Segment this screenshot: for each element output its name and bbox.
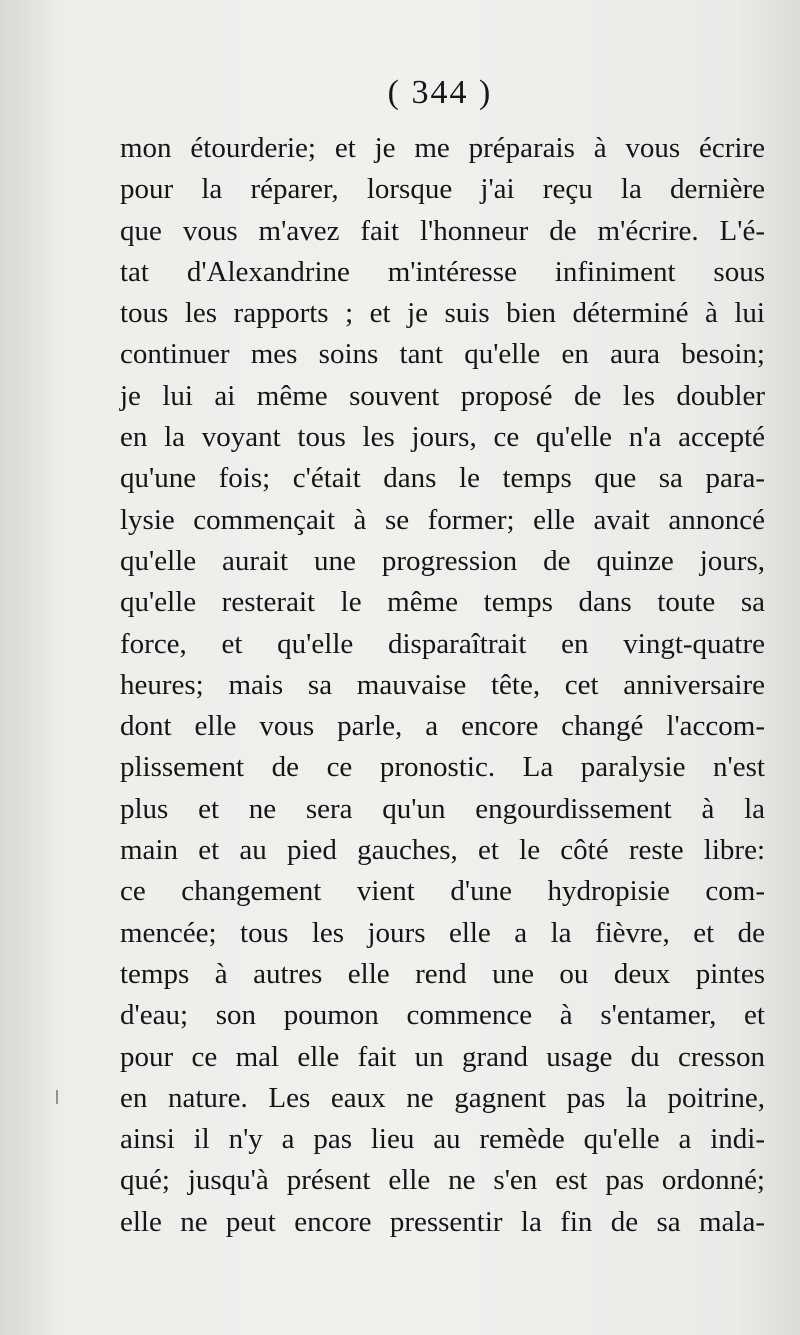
text-line: ce changement vient d'une hydropisie com- — [120, 875, 765, 908]
text-line: qué; jusqu'à présent elle ne s'en est pas ordonné; — [120, 1164, 765, 1197]
text-line: pour ce mal elle fait un grand usage du cresson — [120, 1040, 765, 1073]
text-line: d'eau; son poumon commence à s'entamer, et — [120, 999, 765, 1032]
text-line: lysie commençait à se former; elle avait annoncé — [120, 503, 765, 536]
text-line: je lui ai même souvent proposé de les doubler — [120, 379, 765, 412]
text-line: pour la réparer, lorsque j'ai reçu la dernière — [120, 173, 765, 206]
text-line: mon étourderie; et je me préparais à vous écrire — [120, 132, 765, 164]
text-line: qu'une fois; c'était dans le temps que sa para- — [120, 462, 765, 495]
text-line: que vous m'avez fait l'honneur de m'écrire. L'é- — [120, 214, 765, 247]
text-line: main et au pied gauches, et le côté reste libre: — [120, 834, 765, 867]
margin-mark — [56, 1090, 58, 1104]
text-line: continuer mes soins tant qu'elle en aura besoin; — [120, 338, 765, 371]
text-line: plus et ne sera qu'un engourdissement à la — [120, 792, 765, 825]
text-line: tous les rapports ; et je suis bien déterminé à lui — [120, 297, 765, 330]
text-line: heures; mais sa mauvaise tête, cet anniversaire — [120, 668, 765, 701]
text-line: dont elle vous parle, a encore changé l'accom- — [120, 710, 765, 743]
text-line: plissement de ce pronostic. La paralysie n'est — [120, 751, 765, 784]
text-line: qu'elle resterait le même temps dans toute sa — [120, 586, 765, 619]
text-line: force, et qu'elle disparaîtrait en vingt-quatre — [120, 627, 765, 660]
text-line: en la voyant tous les jours, ce qu'elle n'a accepté — [120, 421, 765, 454]
text-line: ainsi il n'y a pas lieu au remède qu'elle a indi- — [120, 1123, 765, 1156]
text-line: elle ne peut encore pressentir la fin de sa mala- — [120, 1205, 765, 1238]
text-line: temps à autres elle rend une ou deux pintes — [120, 957, 765, 990]
page-number: ( 344 ) — [387, 74, 493, 111]
text-line: qu'elle aurait une progression de quinze jours, — [120, 544, 765, 577]
text-line: en nature. Les eaux ne gagnent pas la poitrine, — [120, 1081, 765, 1114]
body-text — [120, 128, 765, 1243]
text-line: mencée; tous les jours elle a la fièvre, et de — [120, 916, 765, 949]
text-line: tat d'Alexandrine m'intéresse infiniment sous — [120, 255, 765, 288]
